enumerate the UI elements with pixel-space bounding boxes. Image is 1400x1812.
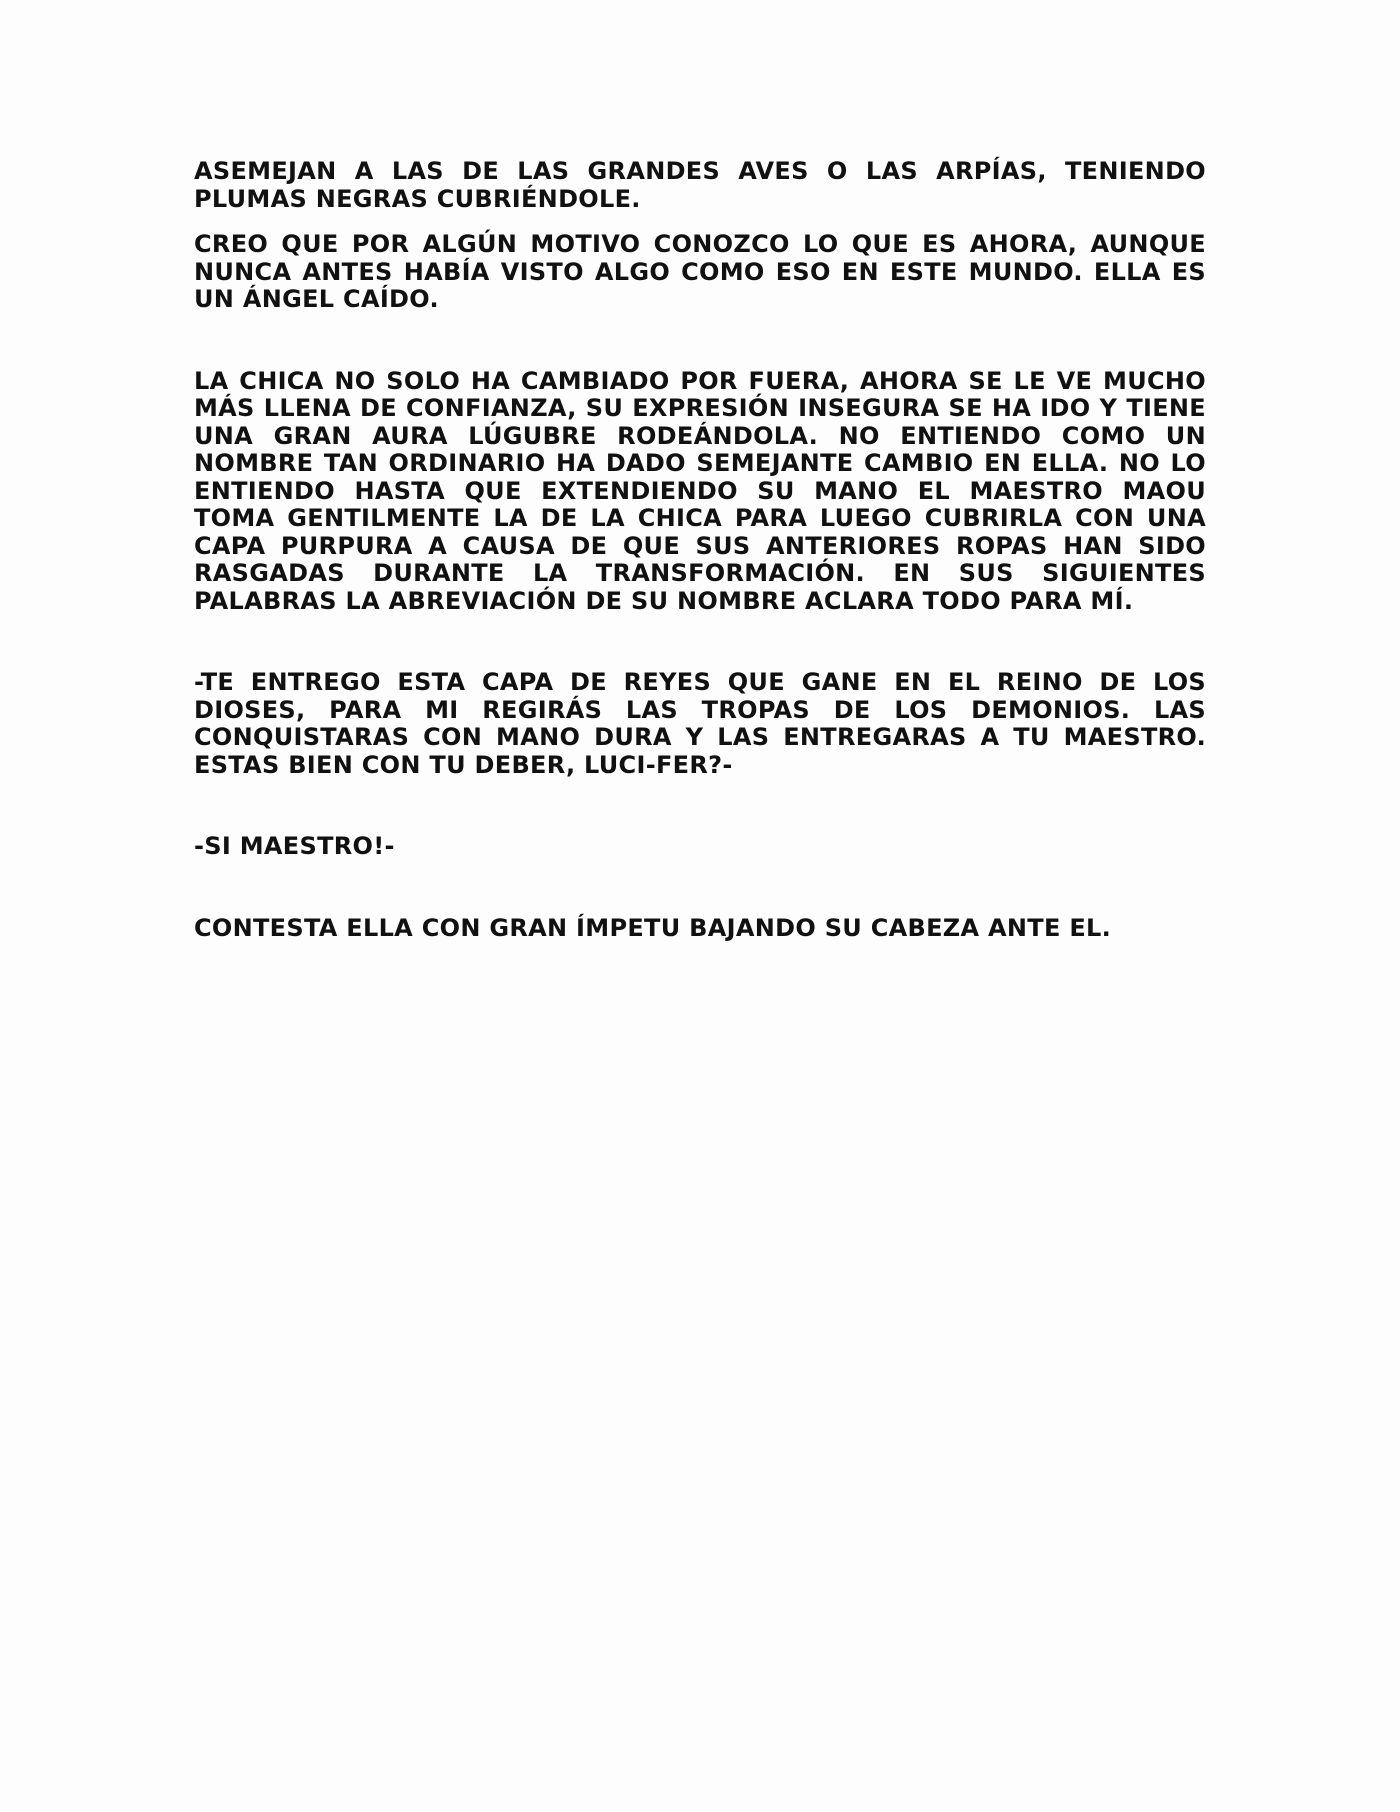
paragraph-fallen-angel: CREO QUE POR ALGÚN MOTIVO CONOZCO LO QUE ES AHORA, AUNQUE NUNCA ANTES HABÍA VISTO ALGO COMO ESO EN ESTE MUNDO. ELLA ES UN ÁNGEL CAÍDO.	[194, 230, 1206, 313]
paragraph-wings: ASEMEJAN A LAS DE LAS GRANDES AVES O LAS ARPÍAS, TENIENDO PLUMAS NEGRAS CUBRIÉNDOLE.	[194, 157, 1206, 213]
paragraph-dialogue-reply: -SI MAESTRO!-	[194, 832, 395, 860]
paragraph-transformation: LA CHICA NO SOLO HA CAMBIADO POR FUERA, AHORA SE LE VE MUCHO MÁS LLENA DE CONFIANZA, SU EXPRESIÓN INSEGURA SE HA IDO Y TIENE UNA GRAN AURA LÚGUBRE RODEÁNDOLA. NO ENTIENDO COMO UN NOMBRE TAN ORDINARIO HA DADO SEMEJANTE CAMBIO EN ELLA. NO LO ENTIENDO HASTA QUE EXTENDIENDO SU MANO EL MAESTRO MAOU TOMA GENTILMENTE LA DE LA CHICA PARA LUEGO CUBRIRLA CON UNA CAPA PURPURA A CAUSA DE QUE SUS ANTERIORES ROPAS HAN SIDO RASGADAS DURANTE LA TRANSFORMACIÓN. EN SUS SIGUIENTES PALABRAS LA ABREVIACIÓN DE SU NOMBRE ACLARA TODO PARA MÍ.	[194, 366, 1206, 615]
paragraph-narration-end: CONTESTA ELLA CON GRAN ÍMPETU BAJANDO SU CABEZA ANTE EL.	[194, 913, 1112, 942]
document-page	[194, 158, 1206, 942]
paragraph-dialogue-master: -TE ENTREGO ESTA CAPA DE REYES QUE GANE EN EL REINO DE LOS DIOSES, PARA MI REGIRÁS LAS TROPAS DE LOS DEMONIOS. LAS CONQUISTARAS CON MANO DURA Y LAS ENTREGARAS A TU MAESTRO. ESTAS BIEN CON TU DEBER, LUCI-FER?-	[194, 668, 1206, 779]
